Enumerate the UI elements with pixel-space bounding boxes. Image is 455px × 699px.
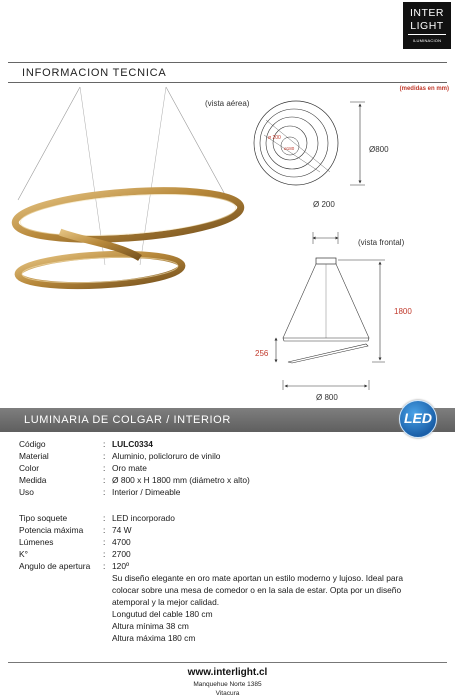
spec-colon: : [103,475,106,485]
spec-label: Lúmenes [19,537,54,547]
section-title: INFORMACION TECNICA [22,67,167,79]
label-dia-800-front: Ø 800 [316,393,338,402]
spec-value: Ø 800 x H 1800 mm (diámetro x alto) [112,475,250,485]
aerial-view-label: (vista aérea) [205,99,250,108]
spec-colon: : [103,537,106,547]
spec-label: Angulo de apertura [19,561,91,571]
footer-address: Manquehue Norte 1385 [193,681,262,688]
category-title: LUMINARIA DE COLGAR / INTERIOR [24,414,231,426]
product-photo [14,87,243,289]
aerial-view [254,101,365,185]
spec-label: Uso [19,487,34,497]
front-view-label: (vista frontal) [358,238,405,247]
spec-label: Tipo soquete [19,513,68,523]
description-line: colocar sobre una mesa de comedor o en la sala de estar. Opta por un diseño [112,585,402,595]
spec-value: LED incorporado [112,513,175,523]
spec-colon: : [103,561,106,571]
front-view [276,232,385,390]
spec-colon: : [103,439,106,449]
category-band [0,408,455,432]
technical-drawing [0,80,455,405]
description-line: Su diseño elegante en oro mate aportan un estilo moderno y lujoso. Ideal para [112,573,403,583]
spec-label: Código [19,439,46,449]
logo-line-2: LIGHT [410,20,444,32]
logo-line-1: INTER [410,7,444,19]
description-line: Altura mínima 38 cm [112,621,189,631]
website-link[interactable]: www.interlight.cl [187,667,268,678]
label-inner-180: ø180 [284,146,295,151]
spec-label: K° [19,549,28,559]
description-line: Altura máxima 180 cm [112,633,196,643]
spec-label: Potencia máxima [19,525,84,535]
label-canopy-200: Ø 200 [313,200,335,209]
spec-value: 74 W [112,525,132,535]
units-note: (medidas en mm) [399,86,449,92]
spec-value: Aluminio, policloruro de vinilo [112,451,221,461]
brand-logo [403,2,451,49]
spec-value: 4700 [112,537,131,547]
spec-value: Oro mate [112,463,147,473]
spec-label: Color [19,463,40,473]
footer-rule [8,662,447,663]
led-badge-text: LED [404,410,432,426]
label-height-1800: 1800 [394,307,412,316]
footer-city: Vitacura [215,690,240,697]
spec-label: Material [19,451,49,461]
label-inner-200: ø 200 [268,135,281,141]
spec-label: Medida [19,475,47,485]
spec-value: Interior / Dimeable [112,487,181,497]
spec-value: 120º [112,561,130,571]
logo-rule [408,34,446,35]
spec-colon: : [103,513,106,523]
spec-colon: : [103,487,106,497]
spec-colon: : [103,463,106,473]
header-top-rule [8,62,447,63]
logo-line-3: ILUMINACION [412,38,442,43]
label-height-256: 256 [255,349,269,358]
spec-value: 2700 [112,549,131,559]
description-line: atemporal y la mejor calidad. [112,597,220,607]
spec-value: LULC0334 [112,439,153,449]
description-line: Longutud del cable 180 cm [112,609,213,619]
spec-colon: : [103,549,106,559]
label-dia-800-aerial: Ø800 [369,145,389,154]
spec-colon: : [103,451,106,461]
led-badge [399,400,437,438]
spec-colon: : [103,525,106,535]
